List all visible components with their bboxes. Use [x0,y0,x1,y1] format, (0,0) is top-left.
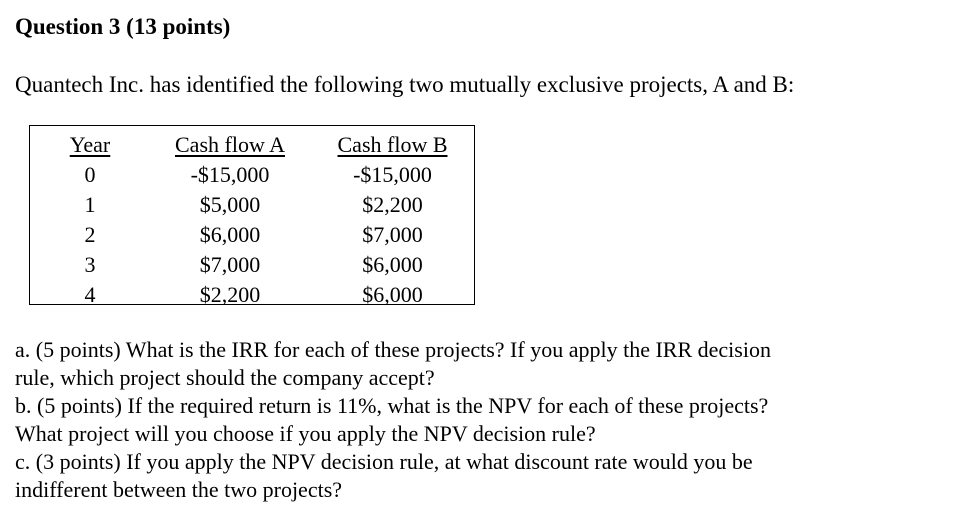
question-c-line: c. (3 points) If you apply the NPV decision rule, at what discount rate would you be [15,449,753,474]
year-header: Year [69,132,111,157]
question-b-line: What project will you choose if you apply the NPV decision rule? [15,421,596,446]
cash-flow-b-cell: $2,200 [362,192,423,217]
cash-flow-a-cell: $2,200 [199,282,261,307]
cash-flow-a-header: Cash flow A [175,132,285,157]
question-a-line: a. (5 points) What is the IRR for each of these projects? If you apply the IRR decision [15,337,771,362]
cash-flow-a-column [160,130,300,310]
cash-flow-b-cell: -$15,000 [353,162,432,187]
cash-flow-b-cell: $6,000 [362,282,423,307]
question-c-line: indifferent between the two projects? [15,477,343,502]
cash-flow-a-cell: -$15,000 [190,162,270,187]
question-heading: Question 3 (13 points) [15,14,231,39]
year-cell: 2 [84,222,96,247]
cash-flow-b-column [320,130,465,310]
year-cell: 1 [84,192,96,217]
intro-text: Quantech Inc. has identified the following two mutually exclusive projects, A and B: [15,72,795,97]
question-a-line: rule, which project should the company accept? [15,365,435,390]
cash-flow-a-cell: $5,000 [199,192,261,217]
year-cell: 3 [84,252,96,277]
cash-flow-b-header: Cash flow B [337,132,448,157]
year-cell: 0 [84,162,96,187]
cash-flow-b-cell: $6,000 [362,252,423,277]
year-column [60,130,120,310]
cash-flow-b-cell: $7,000 [362,222,423,247]
cash-flow-a-cell: $6,000 [199,222,261,247]
question-b-line: b. (5 points) If the required return is 11%, what is the NPV for each of these projects? [15,393,769,418]
year-cell: 4 [84,282,96,307]
cash-flow-table [29,125,475,305]
sub-questions [15,336,950,504]
cash-flow-a-cell: $7,000 [199,252,261,277]
